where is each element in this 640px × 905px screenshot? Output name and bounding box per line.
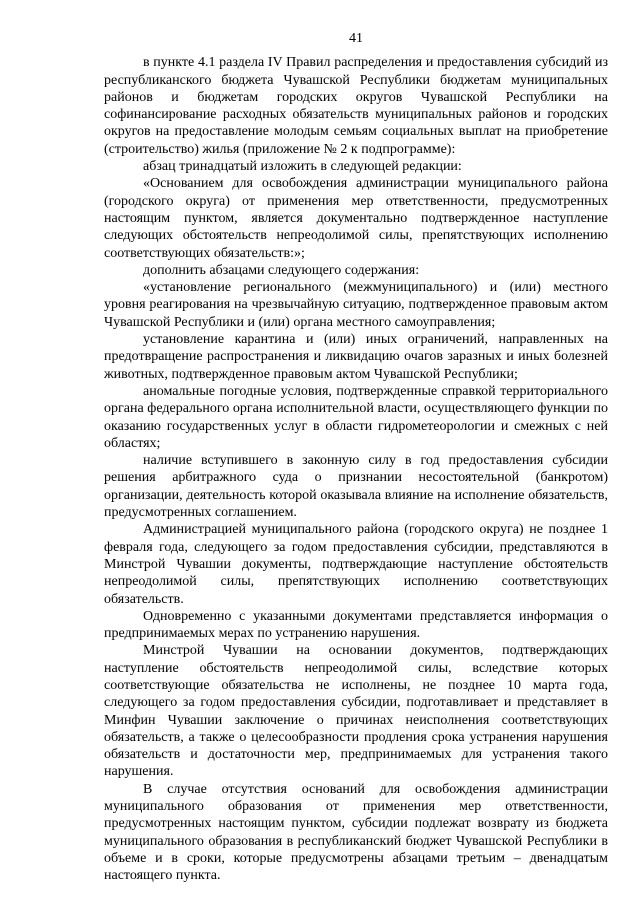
paragraph: Минстрой Чувашии на основании документов, подтверждающих наступление обстоятельств непреодолимой силы, вследствие которых соответствующие обязательства не исполнены, не позднее 10 марта года, следующего за годом предоставления субсидии, подготавливает и представляет в Минфин Чувашии заключение о причинах неисполнения соответствующих обязательств, а также о целесообразности продления срока устранения нарушения обязательств и достаточности мер, предпринимаемых для устранения такого нарушения. — [104, 643, 608, 780]
paragraph: аномальные погодные условия, подтвержденные справкой территориального органа федерального органа исполнительной власти, осуществляющего функции по оказанию государственных услуг в области гидрометеорологии и смежных с ней областях; — [104, 383, 608, 451]
paragraph: установление карантина и (или) иных ограничений, направленных на предотвращение распространения и ликвидацию очагов заразных и иных болезней животных, подтвержденное правовым актом Чувашской Республики; — [104, 332, 608, 382]
page-number: 41 — [349, 31, 363, 46]
paragraph: Одновременно с указанными документами представляется информация о предпринимаемых мерах по устранению нарушения. — [104, 608, 608, 642]
paragraph: «установление регионального (межмуниципального) и (или) местного уровня реагирования на чрезвычайную ситуацию, подтвержденное правовым актом Чувашской Республики и (или) органа местного самоуправления; — [104, 280, 608, 330]
paragraph: наличие вступившего в законную силу в год предоставления субсидии решения арбитражного суда о признании несостоятельной (банкротом) организации, деятельность которой оказывала влияние на исполнение обязательств, предусмотренных соглашением. — [104, 453, 608, 521]
paragraph: Администрацией муниципального района (городского округа) не позднее 1 февраля года, следующего за годом предоставления субсидии, представляются в Минстрой Чувашии документы, подтверждающие наступление обстоятельств непреодолимой силы, препятствующих исполнению соответствующих обязательств. — [104, 522, 608, 607]
paragraph: дополнить абзацами следующего содержания: — [143, 262, 420, 278]
paragraph: в пункте 4.1 раздела IV Правил распределения и предоставления субсидий из республиканского бюджета Чувашской Республики бюджетам муниципальных районов и бюджетам городских округов Чувашской Республики на софинансирование расходных обязательств муниципальных районов и городских округов на предоставление молодым семьям социальных выплат на приобретение (строительство) жилья (приложение № 2 к подпрограмме): — [104, 55, 608, 157]
paragraph: «Основанием для освобождения администрации муниципального района (городского округа) от применения мер ответственности, предусмотренных настоящим пунктом, является документально подтвержденное наступление следующих обстоятельств непреодолимой силы, препятствующих исполнению соответствующих обязательств:»; — [104, 176, 608, 261]
paragraph: В случае отсутствия оснований для освобождения администрации муниципального образования от применения мер ответственности, предусмотренных настоящим пунктом, субсидии подлежат возврату из бюджета муниципального образования в республиканский бюджет Чувашской Республики в объеме и в сроки, которые предусмотрены абзацами третьим – двенадцатым настоящего пункта. — [104, 781, 608, 884]
paragraph: абзац тринадцатый изложить в следующей редакции: — [143, 159, 462, 175]
